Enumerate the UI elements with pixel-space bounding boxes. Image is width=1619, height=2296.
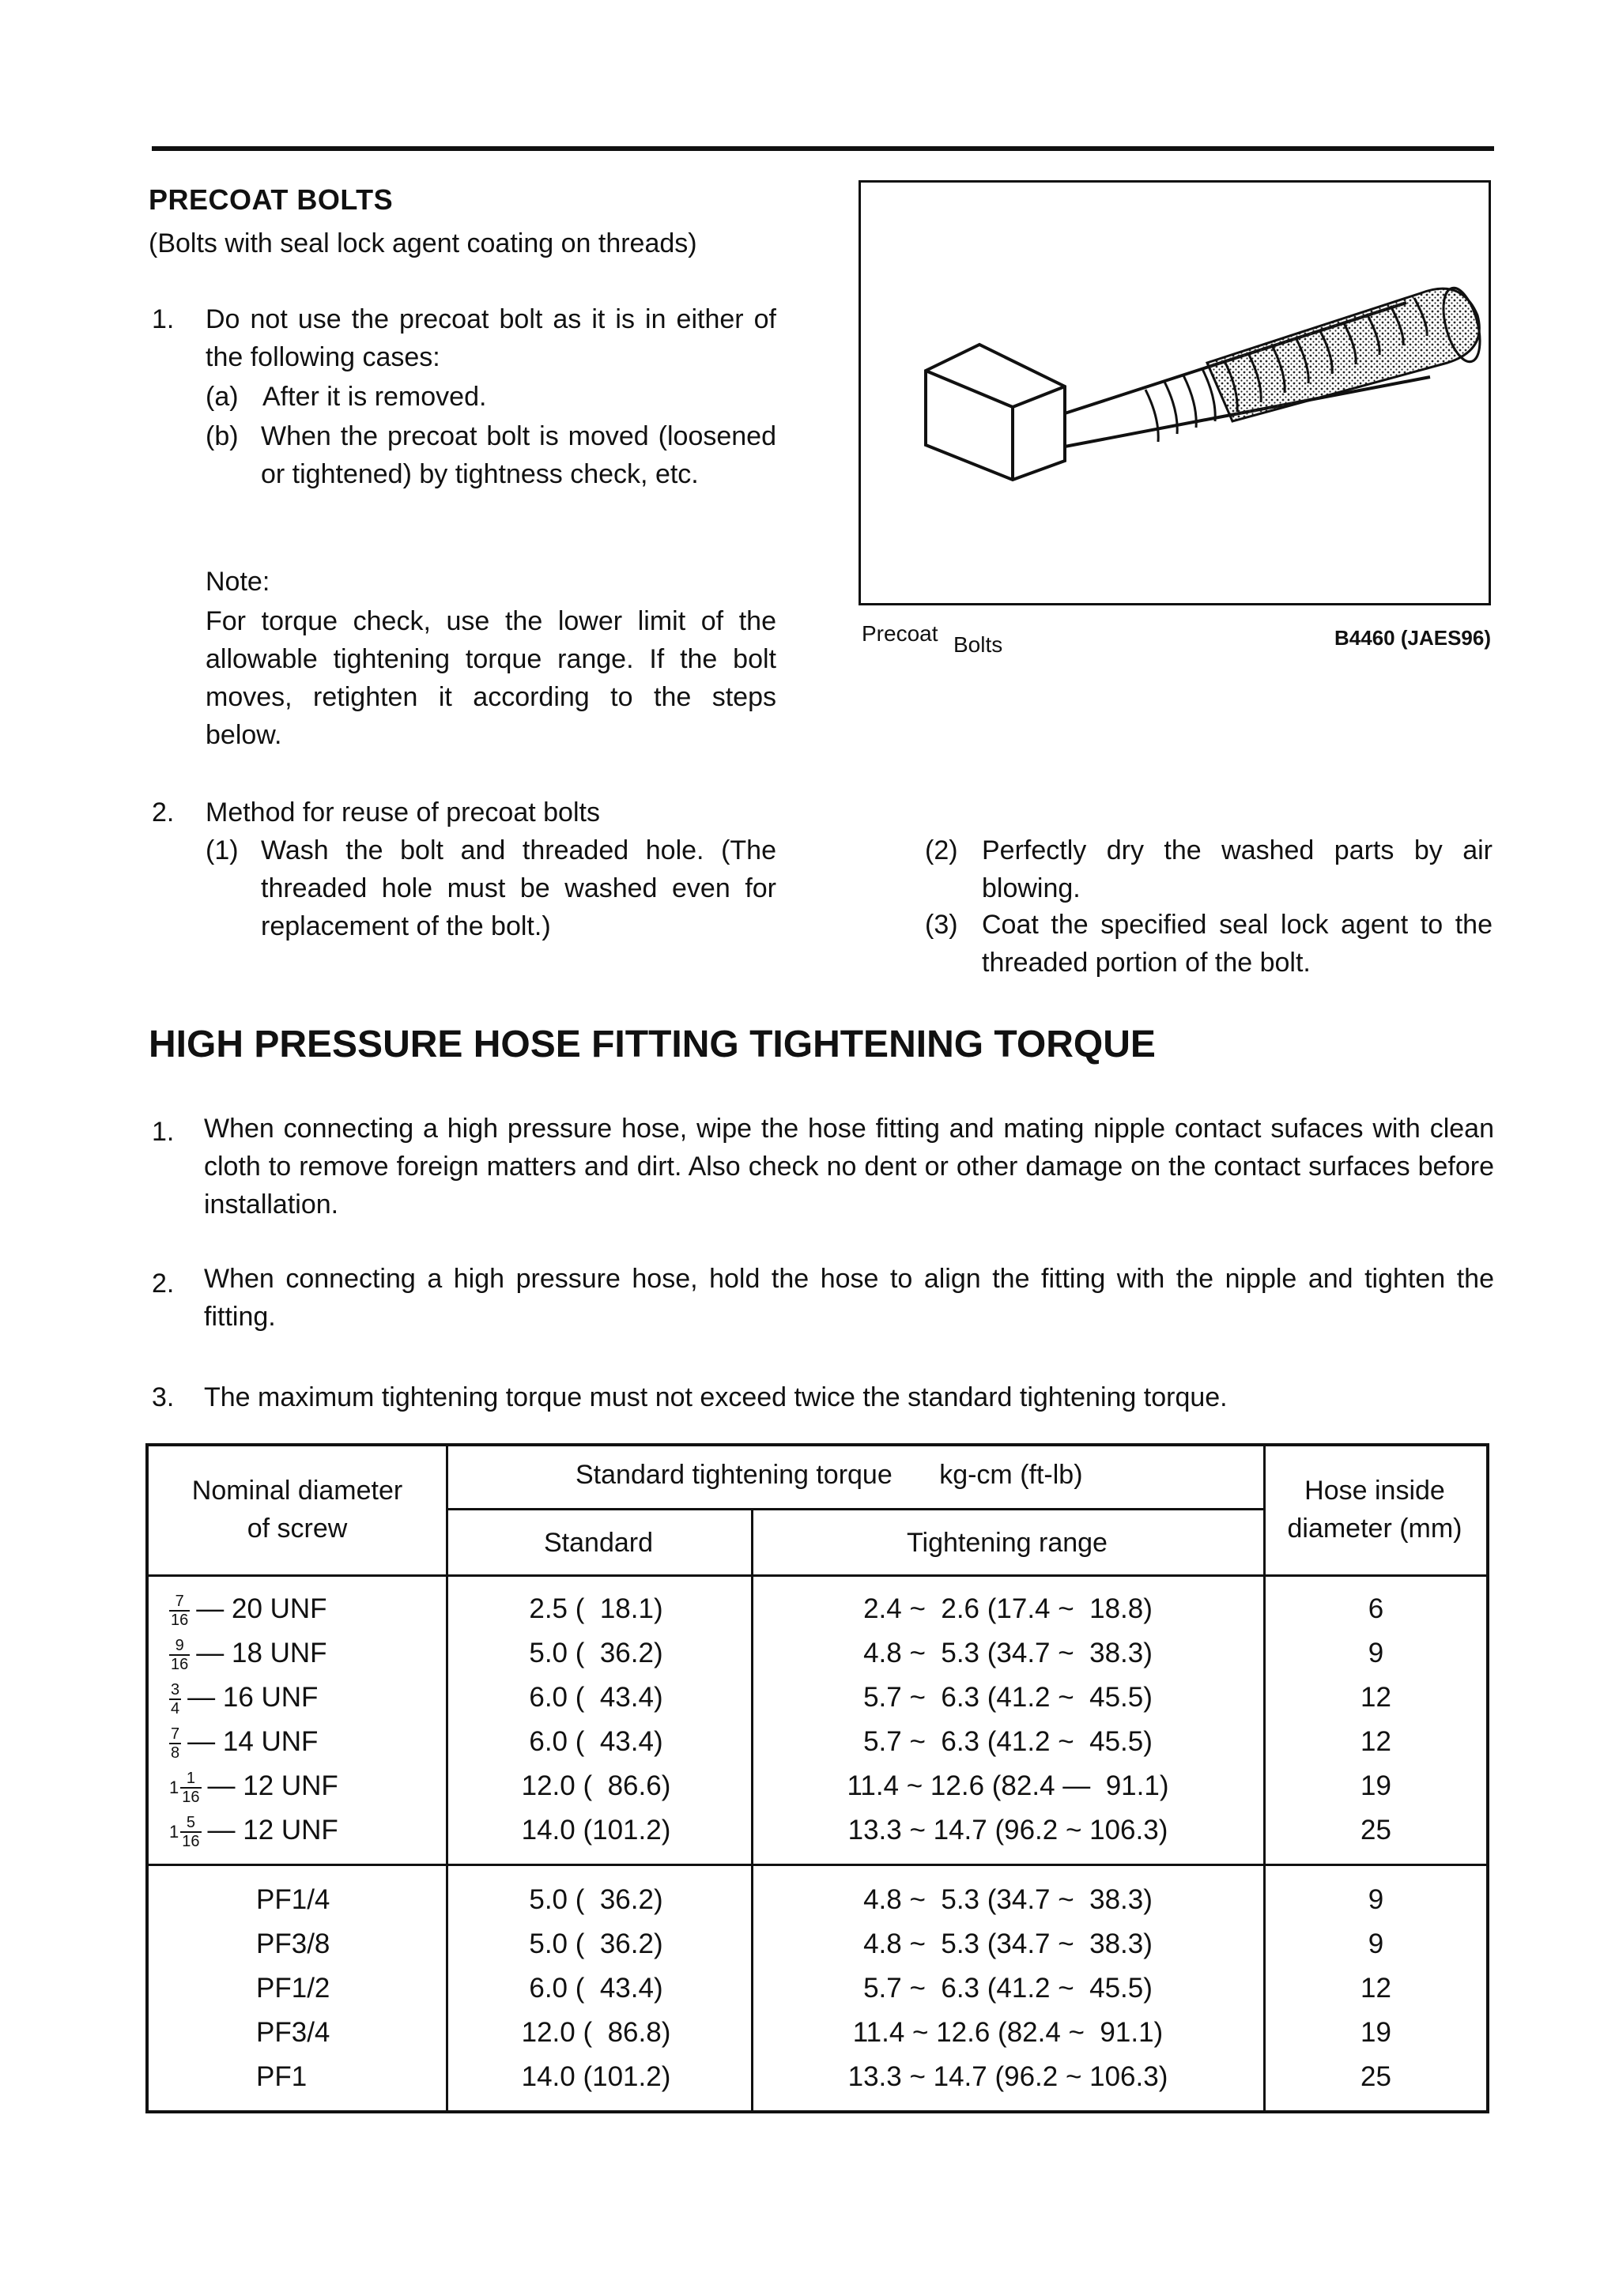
header-tightening-range: Tightening range: [907, 1528, 1108, 1558]
tightening-range-cell: 4.8 ~ 5.3 (34.7 ~ 38.3): [863, 1884, 1153, 1915]
precoat-item2-text: Method for reuse of precoat bolts: [206, 797, 600, 828]
fraction: [180, 1770, 201, 1806]
hose-section-title: HIGH PRESSURE HOSE FITTING TIGHTENING TORQUE: [149, 1024, 1156, 1065]
step2-label: (2): [925, 835, 958, 865]
fraction-numerator: 3: [171, 1680, 180, 1698]
whole-number: 1: [169, 1821, 179, 1842]
fraction: [169, 1725, 181, 1762]
precoat-item1-number: 1.: [152, 304, 175, 334]
hose-diameter-cell: 12: [1360, 1726, 1391, 1757]
nominal-diameter-cell: [169, 1587, 327, 1631]
figure-caption-precoat: Precoat: [862, 621, 938, 646]
step3-text: Coat the specified seal lock agent to the threaded portion of the bolt.: [982, 910, 1493, 978]
tightening-range-cell: 4.8 ~ 5.3 (34.7 ~ 38.3): [863, 1638, 1153, 1668]
hose-item2-number: 2.: [152, 1269, 175, 1299]
fraction-denominator: 4: [171, 1699, 180, 1717]
hose-diameter-cell: 25: [1360, 1815, 1391, 1845]
hose-item3-text: The maximum tightening torque must not exceed twice the standard tightening torque.: [204, 1382, 1228, 1412]
fraction-numerator: 9: [169, 1637, 190, 1656]
thread-spec: — 14 UNF: [187, 1726, 319, 1757]
nominal-diameter-cell: PF3/8: [256, 1928, 330, 1959]
fraction-denominator: 8: [171, 1744, 180, 1762]
standard-torque-cell: 12.0 ( 86.6): [521, 1770, 671, 1801]
fraction-denominator: 16: [171, 1655, 189, 1673]
fraction: [180, 1814, 201, 1850]
header-hose-line1: Hose inside: [1304, 1476, 1445, 1506]
thread-spec: — 20 UNF: [196, 1593, 327, 1624]
hose-diameter-cell: 12: [1360, 1682, 1391, 1713]
tightening-range-cell: 11.4 ~ 12.6 (82.4 — 91.1): [847, 1770, 1169, 1801]
figure-code: B4460 (JAES96): [1334, 626, 1491, 650]
tightening-range-cell: 5.7 ~ 6.3 (41.2 ~ 45.5): [863, 1726, 1153, 1757]
fraction-numerator: 1: [180, 1770, 201, 1789]
nominal-diameter-cell: PF1: [256, 2061, 308, 2092]
top-rule: [152, 146, 1494, 151]
hose-item2-text: When connecting a high pressure hose, hold the hose to align the fitting with the nipple and tighten the fitting.: [204, 1264, 1494, 1332]
step2-text: Perfectly dry the washed parts by air blowing.: [982, 835, 1493, 903]
tightening-range-cell: 5.7 ~ 6.3 (41.2 ~ 45.5): [863, 1682, 1153, 1713]
nominal-diameter-cell: [169, 1720, 318, 1764]
header-nominal-line2: of screw: [247, 1514, 348, 1544]
hose-diameter-cell: 9: [1368, 1928, 1384, 1959]
table-hline-header: [149, 1574, 1486, 1577]
table-hline-group: [149, 1864, 1486, 1866]
standard-torque-cell: 6.0 ( 43.4): [529, 1726, 663, 1757]
precoat-item1b-text: When the precoat bolt is moved (loosened or tightened) by tightness check, etc.: [261, 421, 776, 489]
precoat-item1a-text: After it is removed.: [262, 382, 487, 412]
fraction: [169, 1681, 181, 1717]
nominal-diameter-cell: [169, 1676, 318, 1720]
tightening-range-cell: 5.7 ~ 6.3 (41.2 ~ 45.5): [863, 1973, 1153, 2004]
hose-diameter-cell: 9: [1368, 1884, 1384, 1915]
thread-spec: — 12 UNF: [207, 1770, 338, 1801]
note-text: For torque check, use the lower limit of the allowable tightening torque range. If the bolt moves, retighten it according to the steps below.: [206, 606, 776, 750]
thread-spec: — 16 UNF: [187, 1682, 319, 1713]
header-torque-group-label: Standard tightening torque: [576, 1460, 893, 1490]
header-hose-inside-diameter: [1263, 1472, 1486, 1548]
hose-item1-text: When connecting a high pressure hose, wipe the hose fitting and mating nipple contact sufaces with clean cloth to remove foreign matters and dirt. Also check no dent or other damage on the contact surfaces before installation.: [204, 1114, 1494, 1220]
standard-torque-cell: 12.0 ( 86.8): [521, 2017, 671, 2048]
precoat-bolt-illustration: [861, 183, 1489, 603]
hose-item3-number: 3.: [152, 1382, 175, 1412]
standard-torque-cell: 6.0 ( 43.4): [529, 1973, 663, 2004]
header-torque-group: [576, 1456, 1083, 1494]
header-nominal-diameter: [149, 1472, 446, 1548]
standard-torque-cell: 2.5 ( 18.1): [529, 1593, 663, 1624]
precoat-bolt-figure: [859, 180, 1491, 605]
standard-torque-cell: 14.0 (101.2): [521, 2061, 671, 2092]
standard-torque-cell: 5.0 ( 36.2): [529, 1638, 663, 1668]
nominal-diameter-cell: [169, 1808, 338, 1854]
fraction-denominator: 16: [171, 1611, 189, 1629]
fraction-numerator: 7: [169, 1593, 190, 1612]
fraction-numerator: 7: [171, 1725, 180, 1743]
tightening-range-cell: 4.8 ~ 5.3 (34.7 ~ 38.3): [863, 1928, 1153, 1959]
nominal-diameter-cell: PF3/4: [256, 2017, 330, 2048]
figure-caption-bolts: Bolts: [953, 632, 1003, 657]
precoat-title: PRECOAT BOLTS: [149, 183, 394, 216]
precoat-subtitle: (Bolts with seal lock agent coating on threads): [149, 228, 697, 258]
nominal-diameter-cell: PF1/4: [256, 1884, 330, 1915]
step1-label: (1): [206, 835, 239, 865]
standard-torque-cell: 5.0 ( 36.2): [529, 1884, 663, 1915]
tightening-range-cell: 13.3 ~ 14.7 (96.2 ~ 106.3): [847, 2061, 1168, 2092]
precoat-item1a-label: (a): [206, 382, 239, 412]
hose-diameter-cell: 19: [1360, 2017, 1391, 2048]
header-standard: Standard: [544, 1528, 653, 1558]
header-hose-line2: diameter (mm): [1287, 1514, 1462, 1544]
precoat-item2-number: 2.: [152, 797, 175, 828]
header-nominal-line1: Nominal diameter: [191, 1476, 403, 1506]
hose-diameter-cell: 12: [1360, 1973, 1391, 2004]
tightening-range-cell: 11.4 ~ 12.6 (82.4 ~ 91.1): [852, 2017, 1164, 2048]
thread-spec: — 18 UNF: [196, 1638, 327, 1668]
fraction-numerator: 5: [180, 1814, 201, 1833]
torque-table: [145, 1443, 1489, 2113]
step3-label: (3): [925, 910, 958, 940]
step1-text: Wash the bolt and threaded hole. (The threaded hole must be washed even for replacement of the bolt.): [261, 835, 776, 941]
note-label: Note:: [206, 567, 270, 597]
standard-torque-cell: 5.0 ( 36.2): [529, 1928, 663, 1959]
table-hline-subheader: [446, 1508, 1263, 1510]
nominal-diameter-cell: [169, 1764, 338, 1810]
standard-torque-cell: 6.0 ( 43.4): [529, 1682, 663, 1713]
nominal-diameter-cell: PF1/2: [256, 1973, 330, 2004]
hose-diameter-cell: 25: [1360, 2061, 1391, 2092]
precoat-item1-text: Do not use the precoat bolt as it is in either of the following cases:: [206, 304, 776, 372]
whole-number: 1: [169, 1777, 179, 1797]
fraction-denominator: 16: [182, 1832, 200, 1850]
nominal-diameter-cell: [169, 1631, 327, 1676]
hose-diameter-cell: 6: [1368, 1593, 1384, 1624]
fraction-denominator: 16: [182, 1788, 200, 1806]
tightening-range-cell: 2.4 ~ 2.6 (17.4 ~ 18.8): [863, 1593, 1153, 1624]
hose-diameter-cell: 9: [1368, 1638, 1384, 1668]
fraction: [169, 1637, 190, 1673]
hose-diameter-cell: 19: [1360, 1770, 1391, 1801]
fraction: [169, 1593, 190, 1629]
header-torque-unit: kg-cm (ft-lb): [939, 1460, 1083, 1490]
standard-torque-cell: 14.0 (101.2): [521, 1815, 671, 1845]
thread-spec: — 12 UNF: [207, 1815, 338, 1845]
hose-item1-number: 1.: [152, 1117, 175, 1147]
tightening-range-cell: 13.3 ~ 14.7 (96.2 ~ 106.3): [847, 1815, 1168, 1845]
precoat-item1b-label: (b): [206, 421, 239, 451]
